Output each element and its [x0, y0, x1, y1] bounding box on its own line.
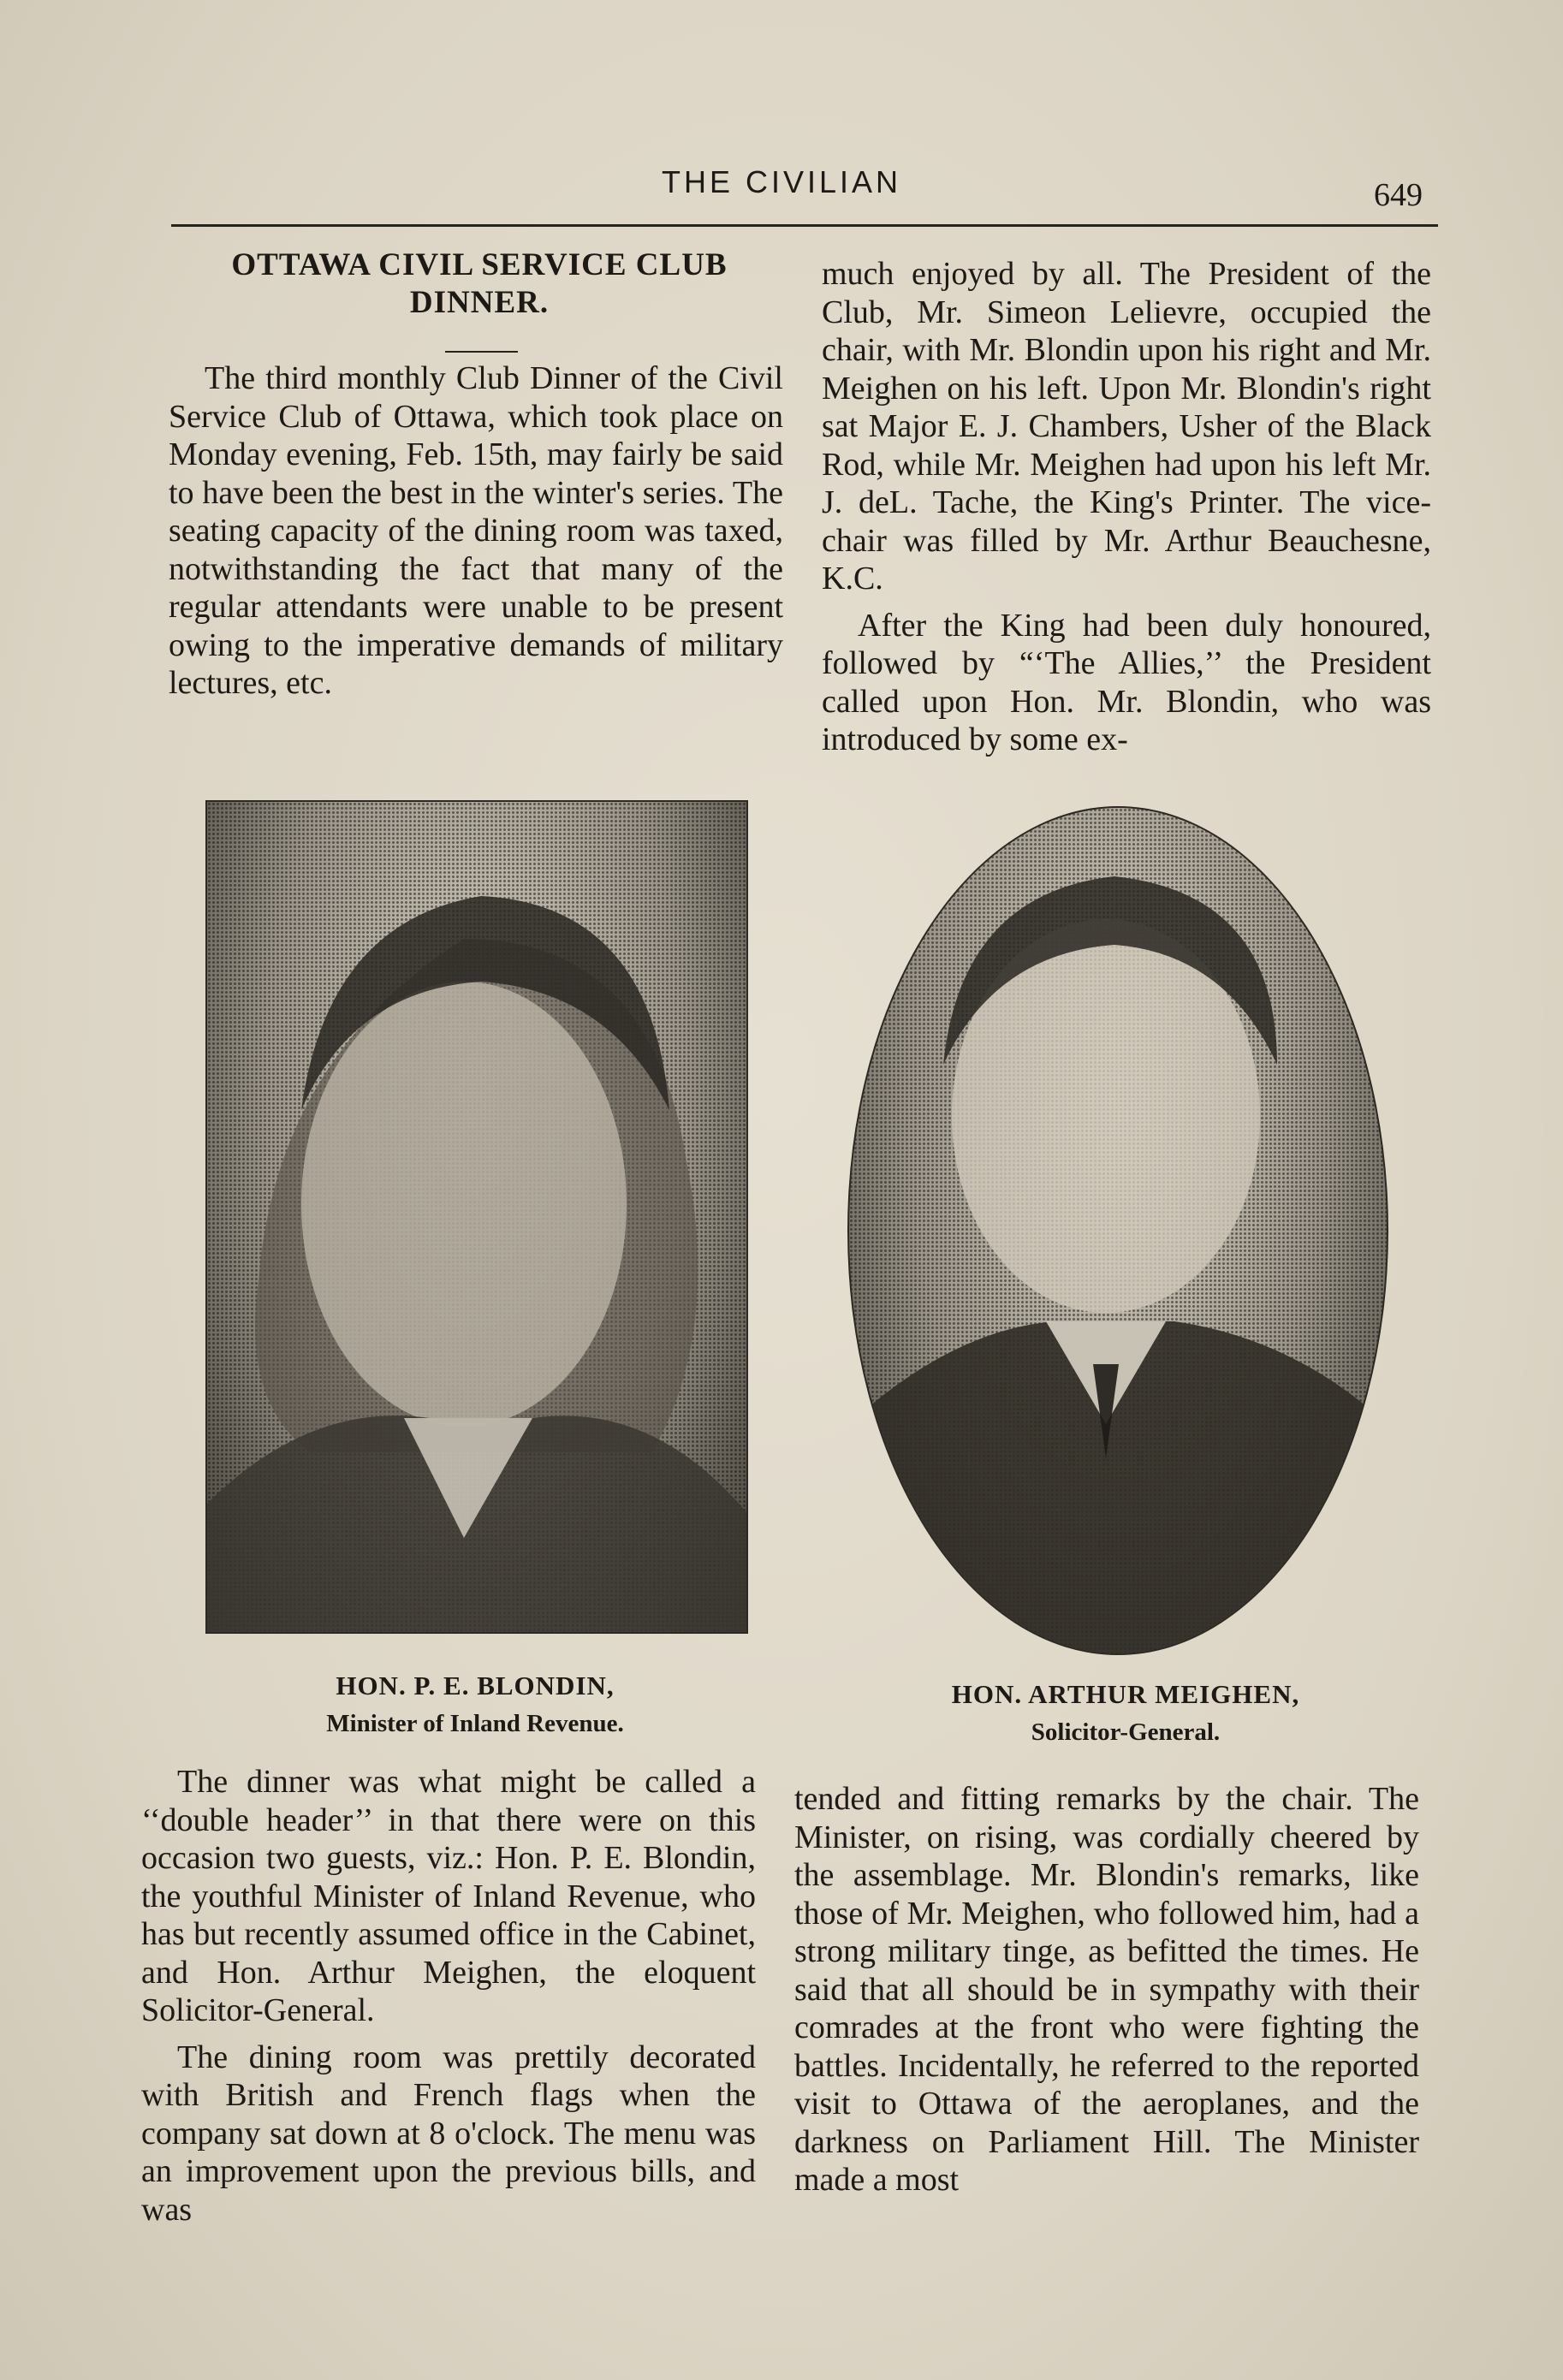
portrait-meighen-figure — [849, 808, 1387, 1653]
paragraph-toast: After the King had been duly honoured, followed by “‘The Allies,’’ the President called upon Hon. Mr. Blondin, who was introduced by some ex- — [822, 607, 1431, 757]
caption-blondin-name: HON. P. E. BLONDIN, — [336, 1671, 615, 1700]
title-divider — [445, 351, 518, 353]
portrait-meighen — [847, 806, 1388, 1655]
paragraph-dining-room: The dining room was prettily decorated with British and French flags when the company sat down at 8 o'clock. The menu was an improvement upon the previous bills, and was — [141, 2039, 756, 2228]
portrait-blondin-figure — [207, 802, 746, 1632]
page-number: 649 — [1374, 177, 1423, 213]
article-title-line-2: DINNER. — [409, 285, 550, 320]
paragraph-minister-remarks: tended and fitting remarks by the chair. The Minister, on rising, was cordially cheered by the assemblage. Mr. Blondin's remarks, like those of Mr. Meighen, who followed him, had a strong military tinge, as befitted the times. He said that all should be in sympathy with their comrades at the front who were fighting the battles. Incidentally, he referred to the reported visit to Ottawa of the aeroplanes, and the darkness on Parliament Hill. The Minister made a most — [794, 1781, 1419, 2198]
article-title-line-1: OTTAWA CIVIL SERVICE CLUB — [231, 247, 728, 282]
left-column-bottom — [141, 1763, 756, 2229]
header-rule — [171, 224, 1438, 227]
paragraph-double-header: The dinner was what might be called a ‘‘double header’’ in that there were on this occasion two guests, viz.: Hon. P. E. Blondin, the youthful Minister of Inland Revenue, who has but recently assumed office in the Cabinet, and Hon. Arthur Meighen, the eloquent Solicitor-General. — [141, 1764, 756, 2028]
left-column-top — [169, 359, 783, 703]
right-column-bottom — [794, 1780, 1419, 2199]
paragraph-seating: much enjoyed by all. The President of the Club, Mr. Simeon Lelievre, occupied the chair, with Mr. Blondin upon his right and Mr. Meighen on his left. Upon Mr. Blondin's right sat Major E. J. Chambers, Usher of the Black Rod, while Mr. Meighen had upon his left Mr. J. deL. Tache, the King's Printer. The vice-chair was filled by Mr. Arthur Beauchesne, K.C. — [822, 256, 1431, 596]
running-header-title: THE CIVILIAN — [661, 164, 902, 199]
caption-blondin-role: Minister of Inland Revenue. — [326, 1710, 624, 1737]
article-title — [171, 246, 787, 322]
caption-blondin — [201, 1671, 749, 1738]
caption-meighen-role: Solicitor-General. — [1031, 1718, 1221, 1746]
paragraph-opening: The third monthly Club Dinner of the Civil Service Club of Ottawa, which took place on Monday evening, Feb. 15th, may fairly be said to have been the best in the winter's series. The seating capacity of the dining room was taxed, notwithstanding the fact that many of the regular attendants were unable to be present owing to the imperative demands of military lectures, etc. — [169, 360, 783, 701]
right-column-top — [822, 255, 1431, 759]
caption-meighen-name: HON. ARTHUR MEIGHEN, — [951, 1679, 1300, 1709]
portrait-blondin — [205, 800, 748, 1634]
caption-meighen — [869, 1679, 1382, 1747]
